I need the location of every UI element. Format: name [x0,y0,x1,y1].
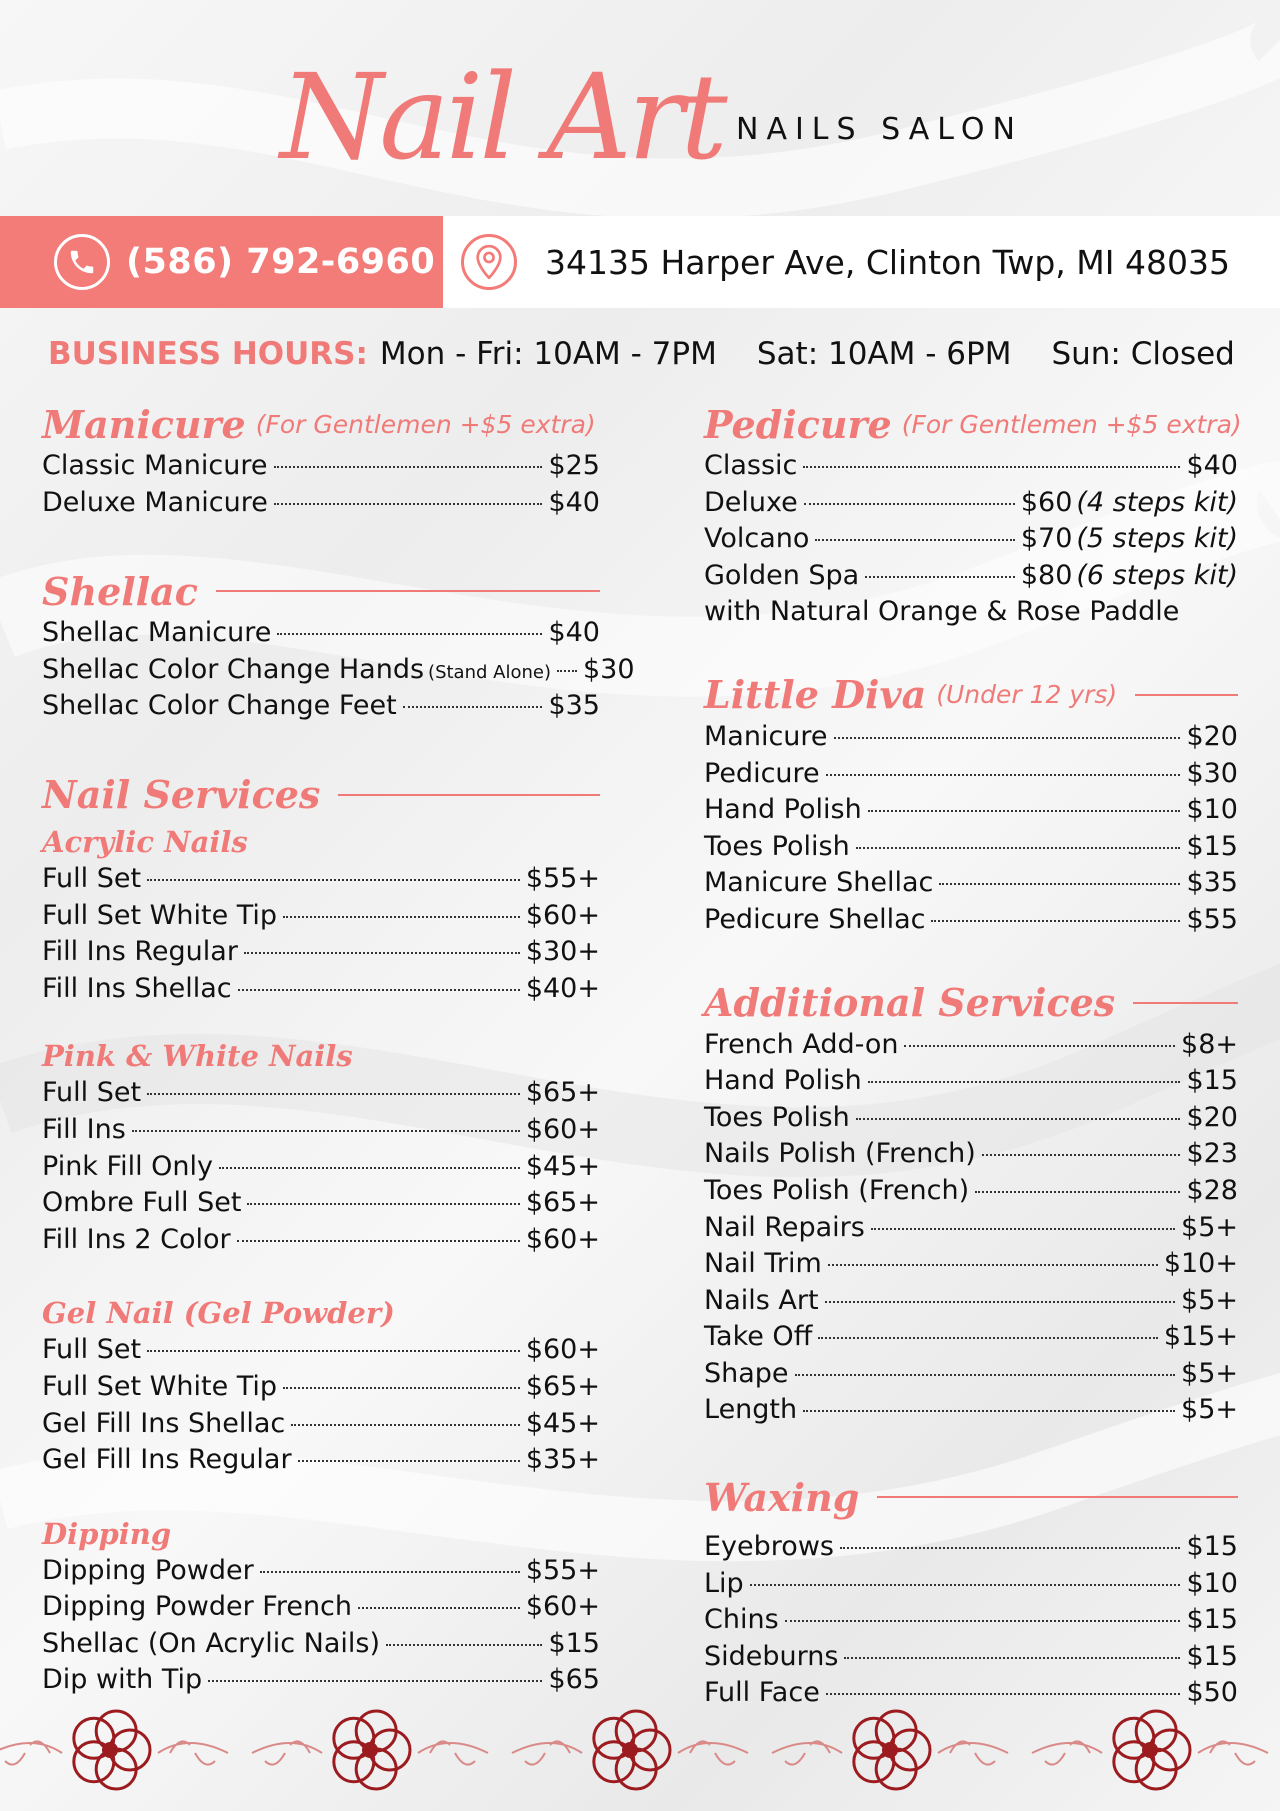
pedicure-footnote: with Natural Orange & Rose Paddle [704,596,1180,628]
item-name: Fill Ins [42,1113,126,1145]
little-diva-section [704,669,1238,941]
phone-bar[interactable] [0,216,443,308]
item-price: $20 [1186,720,1238,752]
menu-item-row [704,1212,1238,1249]
leaf-vine-icon [252,1741,322,1764]
item-price: $10 [1186,794,1238,826]
phone-number[interactable]: (586) 792-6960 [126,242,436,282]
menu-item-row [704,721,1238,758]
menu-item-row [42,690,600,727]
item-name: Toes Polish [704,1101,850,1133]
item-price: $15 [1186,1065,1238,1097]
menu-item-row [42,1444,600,1481]
item-name: Gel Fill Ins Regular [42,1444,292,1476]
item-price: $40 [548,486,600,518]
item-name: Ombre Full Set [42,1187,242,1219]
dot-leader [147,879,520,881]
item-name: Take Off [704,1321,813,1353]
item-price: $35 [548,690,600,722]
menu-item-row [704,1175,1238,1212]
item-name: Length [704,1394,798,1426]
leaf-vine-icon [772,1741,842,1764]
item-price: $15+ [1163,1321,1238,1353]
item-price: $40+ [525,972,600,1004]
item-name: Dipping Powder [42,1554,254,1586]
item-name: Lip [704,1567,744,1599]
item-name: Full Set White Tip [42,899,278,931]
dot-leader [244,952,520,954]
dot-leader [825,1301,1175,1303]
item-price: $30+ [525,936,600,968]
menu-item-row [704,794,1238,831]
item-price: $10+ [1163,1248,1238,1280]
item-name: Pedicure Shellac [704,903,926,935]
flower-icon [1114,1711,1190,1789]
menu-item-row [42,936,600,973]
item-price: $30 [1186,757,1238,789]
menu-item-row [704,1358,1238,1395]
item-name: French Add-on [704,1028,899,1060]
item-price: $45+ [525,1150,600,1182]
menu-item-row [704,1394,1238,1431]
dot-leader [785,1620,1181,1622]
address-text[interactable]: 34135 Harper Ave, Clinton Twp, MI 48035 [545,242,1230,282]
dot-leader [868,810,1181,812]
section-note: (For Gentlemen +$5 extra) [255,409,596,439]
menu-item-row [42,1371,600,1408]
menu-item-row [42,1591,600,1628]
additional-services-section [704,977,1238,1432]
item-name: Toes Polish [704,830,850,862]
item-price: $5+ [1181,1284,1238,1316]
item-price: $60+ [525,1223,600,1255]
item-name: Toes Polish (French) [704,1174,970,1206]
menu-item-row [42,487,600,524]
dot-leader [818,1337,1158,1339]
item-name: Nails Art [704,1284,819,1316]
item-price: $28 [1186,1174,1238,1206]
item-name: Shellac Color Change Feet [42,690,397,722]
business-hours [48,336,1248,372]
menu-item-row [42,900,600,937]
dot-leader [132,1130,520,1132]
menu-item-row [704,1138,1238,1175]
item-price: $15 [1186,1604,1238,1636]
dot-leader [283,916,520,918]
flower-icon [594,1711,670,1789]
item-name: Dipping Powder French [42,1591,353,1623]
item-price: $55+ [525,1554,600,1586]
menu-item-row [704,1568,1238,1605]
item-price: $55 [1186,903,1238,935]
nail-services-section [42,769,600,1701]
flower-icon [854,1711,930,1789]
item-price: $70 [1020,523,1073,555]
leaf-vine-icon [0,1741,62,1764]
item-name: Manicure Shellac [704,867,934,899]
item-name: Pedicure [704,757,820,789]
item-price: $65+ [525,1187,600,1219]
subsection-title: Gel Nail (Gel Powder) [42,1296,395,1331]
item-name: Full Set [42,1334,142,1366]
dot-leader [237,1240,520,1242]
address-bar[interactable] [443,216,1280,308]
dot-leader [803,466,1180,468]
item-name: Manicure [704,720,828,752]
item-extra: (4 steps kit) [1076,486,1238,518]
right-column [704,398,1242,1714]
hours-saturday: Sat: 10AM - 6PM [756,336,1012,372]
dot-leader [844,1657,1180,1659]
item-price: $50 [1186,1677,1238,1709]
item-price: $35 [1186,867,1238,899]
flower-icon [334,1711,410,1789]
dot-leader [750,1584,1181,1586]
dot-leader [815,539,1014,541]
menu-item-row [42,1114,600,1151]
section-title: Shellac [42,565,600,617]
pedicure-section [704,398,1242,633]
item-name: Eyebrows [704,1531,834,1563]
hours-weekday: Mon - Fri: 10AM - 7PM [379,336,717,372]
item-price: $25 [548,450,600,481]
subsection-title: Dipping [42,1516,172,1551]
manicure-section [42,398,600,523]
leaf-vine-icon [1032,1741,1102,1764]
floral-footer [0,1705,1280,1805]
item-name: Nails Polish (French) [704,1138,976,1170]
dot-leader [274,466,543,468]
item-name: Nail Trim [704,1248,822,1280]
menu-item-row [704,758,1238,795]
item-name: Shellac Manicure [42,617,272,649]
item-name: Hand Polish [704,1065,862,1097]
section-title: Waxing [704,1471,1238,1523]
item-price: $65+ [525,1077,600,1109]
item-price: $5+ [1181,1211,1238,1243]
menu-item-row [704,1102,1238,1139]
item-name: Golden Spa [704,559,860,591]
shellac-section [42,565,635,727]
item-name: Chins [704,1604,779,1636]
item-price: $15 [1186,1640,1238,1672]
section-note: (For Gentlemen +$5 extra) [901,409,1242,439]
section-title: Little Diva (Under 12 yrs) [704,669,1238,721]
menu-item-row [42,1334,600,1371]
item-price: $55+ [525,862,600,894]
leaf-vine-icon [158,1741,228,1764]
dot-leader [557,670,577,672]
item-price: $35+ [525,1444,600,1476]
section-title: Nail Services [42,769,600,821]
hours-label: BUSINESS HOURS: [48,336,368,372]
item-price: $65+ [525,1370,600,1402]
item-price: $60+ [525,1591,600,1623]
item-name: Shellac Color Change Hands [42,653,425,685]
menu-item-row [42,450,600,487]
menu-item-row [42,973,600,1010]
item-name: Deluxe Manicure [42,486,268,518]
item-price: $60+ [525,899,600,931]
dot-leader [277,633,542,635]
dot-leader [147,1093,520,1095]
location-pin-icon [461,234,517,290]
menu-item-row [704,1248,1238,1285]
item-name: Dip with Tip [42,1664,203,1696]
item-price: $45+ [525,1407,600,1439]
menu-item-row [42,1187,600,1224]
item-name: Shellac (On Acrylic Nails) [42,1627,381,1659]
section-title: Pedicure (For Gentlemen +$5 extra) [704,401,1242,447]
item-note: (Stand Alone) [428,661,551,683]
menu-item-row [704,487,1238,524]
dot-leader [260,1571,520,1573]
item-name: Pink Fill Only [42,1150,214,1182]
item-name: Fill Ins Regular [42,936,238,968]
dot-leader [982,1154,1181,1156]
dot-leader [247,1203,519,1205]
item-price: $8+ [1181,1028,1238,1060]
menu-item-row [704,867,1238,904]
menu-item-row [704,450,1238,487]
dot-leader [826,774,1181,776]
item-price: $10 [1186,1567,1238,1599]
menu-item-row [42,863,600,900]
item-name: Classic [704,450,798,481]
item-name: Nail Repairs [704,1211,865,1243]
leaf-vine-icon [678,1741,748,1764]
item-name: Fill Ins Shellac [42,972,232,1004]
item-price: $20 [1186,1101,1238,1133]
menu-item-row [704,1065,1238,1102]
item-price: $5+ [1181,1357,1238,1389]
leaf-vine-icon [1198,1741,1268,1764]
dot-leader [904,1045,1175,1047]
dot-leader [238,989,520,991]
logo-subtitle: NAILS SALON [736,112,1023,147]
leaf-vine-icon [938,1741,1008,1764]
item-price: $15 [1186,1531,1238,1563]
item-price: $65 [548,1664,600,1696]
waxing-section [704,1471,1238,1714]
menu-item-row [42,1664,600,1701]
leaf-vine-icon [418,1741,488,1764]
menu-item-row [704,1531,1238,1568]
dot-leader [274,503,543,505]
menu-item-row [42,653,635,691]
subsection-title: Pink & White Nails [42,1039,353,1074]
item-price: $23 [1186,1138,1238,1170]
dot-leader [386,1644,542,1646]
menu-item-row [704,523,1238,560]
item-extra: (5 steps kit) [1076,523,1238,555]
leaf-vine-icon [512,1741,582,1764]
dot-leader [939,883,1180,885]
left-column [42,398,635,1701]
menu-item-row [704,1029,1238,1066]
section-note: (Under 12 yrs) [936,680,1118,710]
dot-leader [856,847,1181,849]
item-price: $5+ [1181,1394,1238,1426]
menu-item-row [704,831,1238,868]
item-name: Full Set White Tip [42,1370,278,1402]
phone-icon [54,234,110,290]
item-name: Deluxe [704,486,798,518]
item-name: Hand Polish [704,794,862,826]
item-name: Volcano [704,523,810,555]
item-name: Fill Ins 2 Color [42,1223,231,1255]
item-price: $30 [582,653,635,685]
subsection-title: Acrylic Nails [42,824,248,859]
dot-leader [826,1693,1181,1695]
item-name: Full Face [704,1677,820,1709]
dot-leader [283,1387,520,1389]
item-name: Full Set [42,862,142,894]
item-price: $60+ [525,1113,600,1145]
dot-leader [865,576,1015,578]
menu-item-row [42,1151,600,1188]
menu-item-row [704,560,1238,597]
menu-item-row [704,1604,1238,1641]
item-extra: (6 steps kit) [1076,559,1238,591]
item-price: $40 [1186,450,1238,481]
item-name: Sideburns [704,1640,839,1672]
dot-leader [834,737,1181,739]
dot-leader [795,1374,1175,1376]
dot-leader [828,1264,1158,1266]
dot-leader [358,1607,520,1609]
dot-leader [403,706,543,708]
dot-leader [804,503,1015,505]
menu-item-row [704,1285,1238,1322]
menu-item-row [704,904,1238,941]
dot-leader [208,1680,542,1682]
dot-leader [871,1228,1175,1230]
menu-item-row [42,1408,600,1445]
flower-icon [74,1711,150,1789]
item-price: $40 [548,617,600,649]
logo-script: Nail Art [280,48,724,186]
dot-leader [219,1167,520,1169]
item-price: $60+ [525,1334,600,1366]
dot-leader [840,1547,1180,1549]
dot-leader [856,1118,1181,1120]
dot-leader [298,1460,520,1462]
dot-leader [931,920,1180,922]
section-title: Additional Services [704,977,1238,1029]
dot-leader [975,1191,1180,1193]
dot-leader [291,1424,520,1426]
item-name: Full Set [42,1077,142,1109]
hours-sunday: Sun: Closed [1051,336,1235,372]
menu-item-row [704,1641,1238,1678]
item-price: $80 [1020,559,1073,591]
item-price: $60 [1020,486,1073,518]
menu-item-row [704,1321,1238,1358]
item-name: Classic Manicure [42,450,268,481]
item-name: Gel Fill Ins Shellac [42,1407,286,1439]
menu-item-row [42,1628,600,1665]
section-title: Manicure (For Gentlemen +$5 extra) [42,401,596,447]
dot-leader [803,1410,1175,1412]
menu-item-row [42,1555,600,1592]
menu-item-row [42,617,600,654]
menu-item-row [42,1224,600,1261]
dot-leader [868,1081,1181,1083]
item-name: Shape [704,1357,789,1389]
item-price: $15 [548,1627,600,1659]
item-price: $15 [1186,830,1238,862]
menu-item-row [42,1077,600,1114]
dot-leader [147,1350,520,1352]
